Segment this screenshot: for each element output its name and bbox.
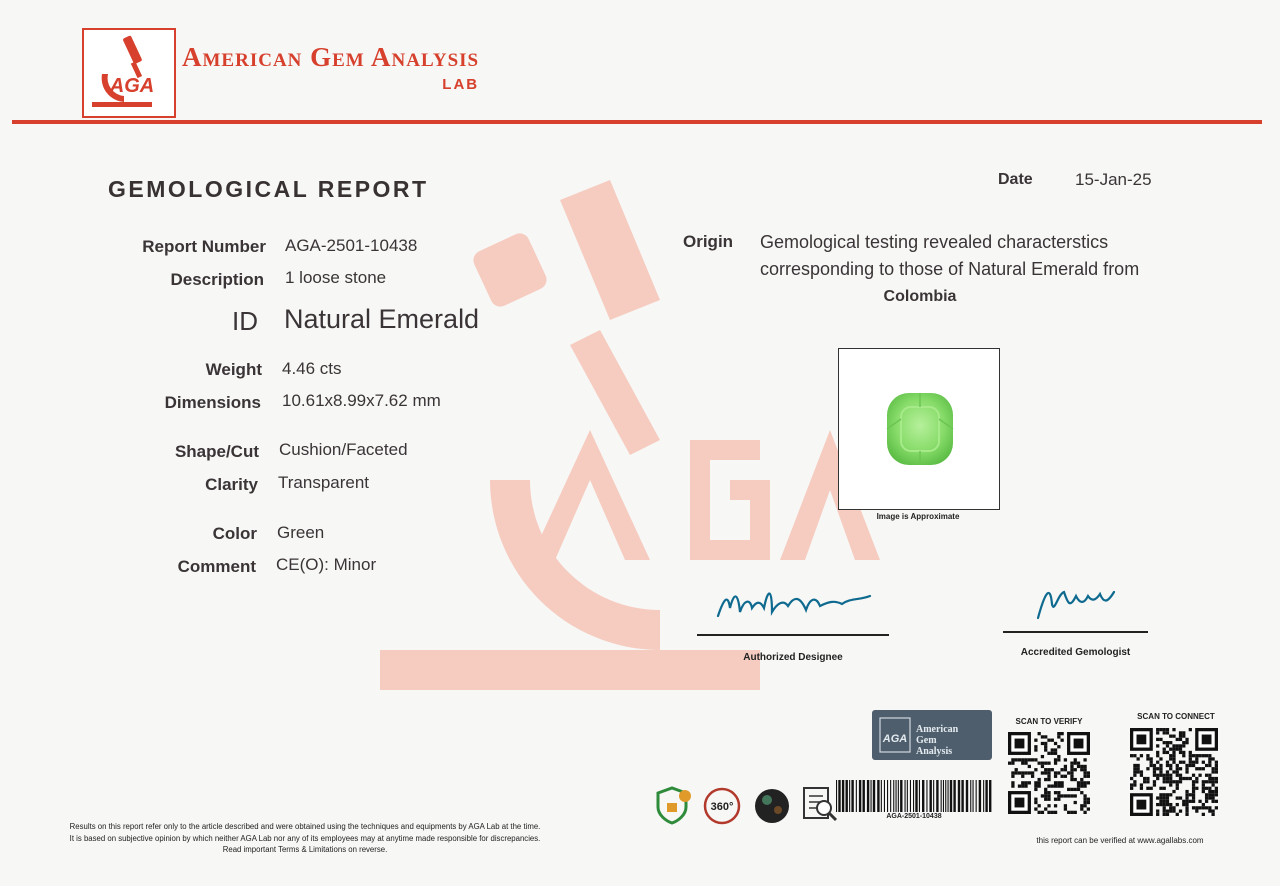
clarity-value: Transparent [278, 473, 370, 492]
hologram-seal [872, 710, 992, 760]
brand-block [182, 42, 480, 93]
origin-country: Colombia [883, 288, 957, 305]
signature-caption-gemologist: Accredited Gemologist [1020, 647, 1131, 658]
emerald-stone-icon [839, 349, 999, 509]
hologram-logo-icon [872, 710, 992, 760]
rotate-360-icon [702, 786, 742, 826]
brand-name: American Gem Analysis [182, 42, 480, 72]
shield-check-icon [652, 785, 694, 825]
date-value: 15-Jan-25 [1075, 170, 1152, 189]
microscope-logo-icon [84, 30, 174, 116]
date-label: Date [998, 171, 1033, 188]
signature-caption-authorized: Authorized Designee [743, 652, 843, 663]
origin-text: Gemological testing revealed characterstics corresponding to those of Natural Emerald from [760, 232, 1140, 279]
shape-cut-value: Cushion/Faceted [279, 440, 408, 459]
report-title: GEMOLOGICAL REPORT [108, 176, 429, 202]
scan-verify-label: SCAN TO VERIFY [1015, 717, 1083, 726]
rotate-360-label: 360° [710, 801, 734, 813]
comment-value: CE(O): Minor [276, 555, 377, 574]
scan-connect-label: SCAN TO CONNECT [1137, 712, 1215, 721]
svg-text:Analysis: Analysis [916, 746, 953, 757]
connect-qr-code[interactable] [1130, 728, 1218, 816]
weight-label: Weight [205, 360, 262, 379]
gem-sphere-icon [752, 786, 792, 826]
origin-label: Origin [683, 232, 734, 251]
image-caption: Image is Approximate [876, 512, 960, 521]
id-label: ID [232, 306, 258, 336]
stone-image-frame [838, 348, 1000, 510]
report-number-value: AGA-2501-10438 [285, 236, 418, 255]
color-value: Green [277, 523, 325, 542]
description-value: 1 loose stone [285, 268, 387, 287]
barcode-text: AGA-2501-10438 [886, 813, 942, 820]
clarity-label: Clarity [205, 475, 258, 494]
verify-note: this report can be verified at www.agallabs.com [1036, 836, 1204, 845]
brand-sub: LAB [442, 76, 480, 93]
aga-logo [82, 28, 176, 118]
disclaimer-line: It is based on subjective opinion by which neither AGA Lab nor any of its employees may at anytime made responsible for discrepancies. [69, 833, 541, 843]
shape-cut-label: Shape/Cut [174, 442, 259, 461]
color-label: Color [212, 524, 257, 543]
disclaimer-line: Results on this report refer only to the article described and were obtained using the techniques and equipments by AGA Lab at the time. [69, 822, 541, 831]
header-rule [12, 120, 1262, 124]
signature-gemologist [1030, 574, 1130, 624]
signature-authorized [710, 578, 880, 628]
signature-line-gemologist [1003, 631, 1148, 633]
weight-value: 4.46 cts [282, 359, 342, 378]
id-value: Natural Emerald [284, 304, 480, 334]
comment-label: Comment [177, 557, 256, 576]
report-number-label: Report Number [142, 237, 266, 256]
disclaimer [20, 821, 590, 856]
svg-text:Gem: Gem [916, 735, 937, 746]
svg-text:AGA: AGA [882, 733, 908, 745]
barcode [834, 780, 994, 816]
logo-letters: AGA [109, 75, 155, 97]
verify-qr-code[interactable] [1008, 732, 1090, 814]
dimensions-value: 10.61x8.99x7.62 mm [282, 391, 441, 410]
hologram-text: American [916, 724, 959, 735]
dimensions-label: Dimensions [164, 393, 261, 412]
signature-line-authorized [697, 634, 889, 636]
description-label: Description [170, 270, 264, 289]
disclaimer-line: Read important Terms & Limitations on reverse. [222, 845, 388, 854]
